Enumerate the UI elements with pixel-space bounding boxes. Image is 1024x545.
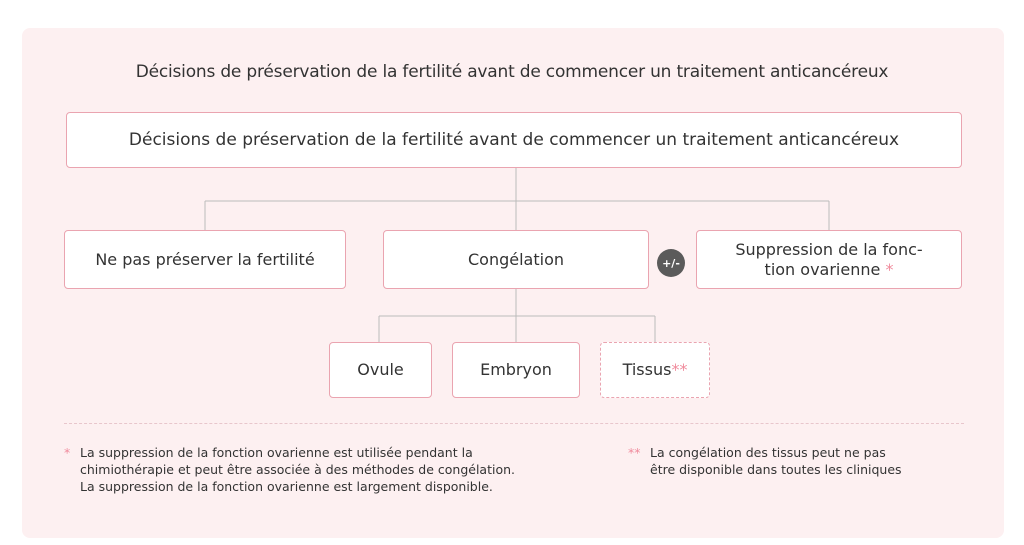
no-preserve-label: Ne pas préserver la fertilité <box>95 249 315 269</box>
footnote-double-line: être disponible dans toutes les cliniques <box>650 462 902 477</box>
tissue-label: Tissus <box>622 360 672 379</box>
embryo-label: Embryon <box>480 360 552 379</box>
footnote-double-line: La congélation des tissus peut ne pas <box>650 445 886 460</box>
embryo-box <box>452 342 580 398</box>
root-decision-box <box>66 112 962 168</box>
ovarian-suppression-box <box>696 230 962 289</box>
freezing-box <box>383 230 649 289</box>
footnote-double-marker: ** <box>628 445 641 460</box>
footnote-single-line: La suppression de la fonction ovarienne est utilisée pendant la <box>80 445 473 460</box>
ovule-box <box>329 342 432 398</box>
diagram-title: Décisions de préservation de la fertilité avant de commencer un traitement anticancéreux <box>135 62 889 82</box>
footnote-single-marker: * <box>64 445 71 460</box>
notes-separator <box>64 423 964 424</box>
no-preserve-box <box>64 230 346 289</box>
plus-minus-icon: +/- <box>657 249 685 277</box>
ovarian-suppression-label-line1: Suppression de la fonc- <box>735 239 923 259</box>
freezing-label: Congélation <box>468 249 564 269</box>
ovule-label: Ovule <box>357 360 404 379</box>
ovarian-suppression-label-line2: tion ovarienne <box>764 259 881 279</box>
tissue-box <box>600 342 710 398</box>
footnote-single-line: chimiothérapie et peut être associée à des méthodes de congélation. <box>80 462 515 477</box>
footnote-double <box>628 444 1000 478</box>
double-asterisk-marker: ** <box>671 360 688 379</box>
footnote-single-line: La suppression de la fonction ovarienne est largement disponible. <box>80 479 493 494</box>
single-asterisk-marker: * <box>885 259 894 279</box>
root-decision-label: Décisions de préservation de la fertilité avant de commencer un traitement anticancéreux <box>128 130 900 150</box>
footnote-single <box>64 444 620 495</box>
